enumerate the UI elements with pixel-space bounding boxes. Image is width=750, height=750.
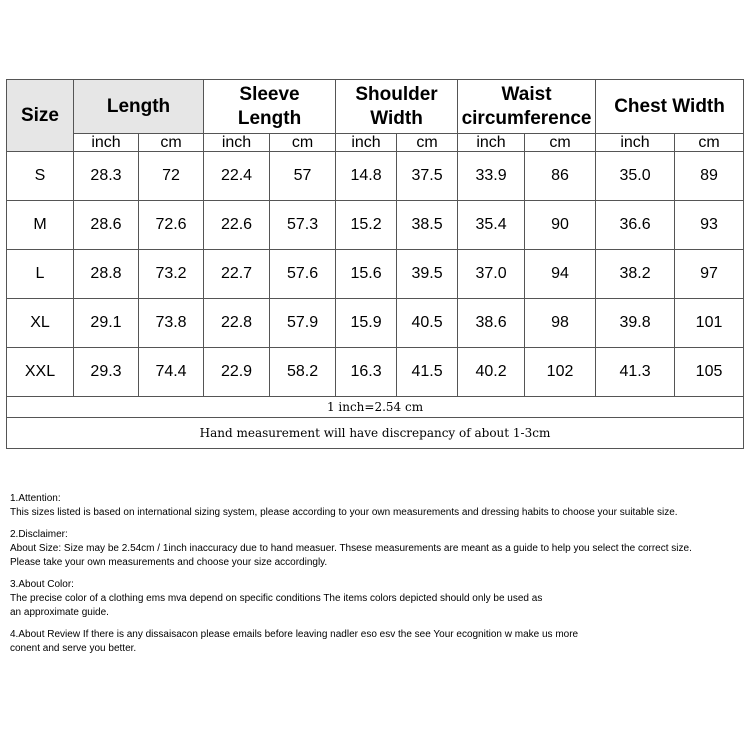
- table-row: [7, 201, 744, 250]
- value-cell: 90: [525, 201, 596, 250]
- value-cell: 35.4: [458, 201, 525, 250]
- value-cell: 15.9: [336, 299, 397, 348]
- value-cell: 22.7: [204, 250, 270, 299]
- size-cell: XL: [7, 299, 74, 348]
- value-cell: 93: [675, 201, 744, 250]
- unit-cell: cm: [525, 134, 596, 152]
- conversion-row: [7, 397, 744, 418]
- color-text: The precise color of a clothing ems mva depend on specific conditions The items colors depicted should only be used as: [10, 593, 543, 604]
- measurement-row: [7, 418, 744, 449]
- unit-cell: inch: [204, 134, 270, 152]
- review-text: conent and serve you better.: [10, 643, 137, 654]
- value-cell: 41.3: [596, 348, 675, 397]
- value-cell: 86: [525, 152, 596, 201]
- sleeve-length-header-line2: Length: [237, 107, 302, 129]
- unit-cell: cm: [270, 134, 336, 152]
- value-cell: 38.2: [596, 250, 675, 299]
- value-cell: 38.5: [397, 201, 458, 250]
- value-cell: 28.6: [74, 201, 139, 250]
- value-cell: 97: [675, 250, 744, 299]
- waist-header-line2: circumference: [461, 107, 592, 129]
- size-cell: S: [7, 152, 74, 201]
- value-cell: 74.4: [139, 348, 204, 397]
- shoulder-width-header-line2: Width: [370, 107, 423, 129]
- value-cell: 38.6: [458, 299, 525, 348]
- unit-cell: cm: [139, 134, 204, 152]
- chest-width-header: Chest Width: [596, 80, 744, 134]
- value-cell: 102: [525, 348, 596, 397]
- value-cell: 22.6: [204, 201, 270, 250]
- disclaimer-text: About Size: Size may be 2.54cm / 1inch inaccuracy due to hand measuer. Thsese measurements are meant as a guide to help you select the correct size.: [10, 543, 692, 554]
- value-cell: 15.6: [336, 250, 397, 299]
- value-cell: 94: [525, 250, 596, 299]
- value-cell: 22.4: [204, 152, 270, 201]
- header-row: [7, 80, 744, 134]
- value-cell: 15.2: [336, 201, 397, 250]
- value-cell: 72: [139, 152, 204, 201]
- conversion-note: 1 inch=2.54 cm: [7, 397, 744, 418]
- value-cell: 72.6: [139, 201, 204, 250]
- size-cell: M: [7, 201, 74, 250]
- size-header: Size: [7, 80, 74, 152]
- value-cell: 36.6: [596, 201, 675, 250]
- unit-cell: cm: [675, 134, 744, 152]
- unit-cell: inch: [336, 134, 397, 152]
- size-cell: XXL: [7, 348, 74, 397]
- unit-cell: inch: [458, 134, 525, 152]
- unit-cell: inch: [74, 134, 139, 152]
- length-header: Length: [74, 80, 204, 134]
- disclaimer-title: 2.Disclaimer:: [10, 529, 68, 540]
- attention-text: This sizes listed is based on international sizing system, please according to your own measurements and dressing habits to choose your suitable size.: [10, 507, 678, 518]
- value-cell: 35.0: [596, 152, 675, 201]
- value-cell: 28.3: [74, 152, 139, 201]
- value-cell: 57.3: [270, 201, 336, 250]
- value-cell: 14.8: [336, 152, 397, 201]
- value-cell: 28.8: [74, 250, 139, 299]
- value-cell: 98: [525, 299, 596, 348]
- value-cell: 22.9: [204, 348, 270, 397]
- shoulder-width-header-line1: Shoulder: [355, 83, 438, 105]
- value-cell: 40.5: [397, 299, 458, 348]
- value-cell: 37.0: [458, 250, 525, 299]
- value-cell: 58.2: [270, 348, 336, 397]
- review-text: 4.About Review If there is any dissaisacon please emails before leaving nadler eso esv the see Your ecognition w make us more: [10, 629, 579, 640]
- value-cell: 40.2: [458, 348, 525, 397]
- disclaimer-text: Please take your own measurements and choose your size accordingly.: [10, 557, 328, 568]
- value-cell: 101: [675, 299, 744, 348]
- value-cell: 89: [675, 152, 744, 201]
- measurement-note: Hand measurement will have discrepancy of about 1-3cm: [7, 418, 744, 449]
- value-cell: 39.8: [596, 299, 675, 348]
- value-cell: 39.5: [397, 250, 458, 299]
- shoulder-width-header: [336, 80, 458, 134]
- sleeve-length-header-line1: Sleeve: [239, 83, 300, 105]
- value-cell: 57: [270, 152, 336, 201]
- value-cell: 57.6: [270, 250, 336, 299]
- attention-title: 1.Attention:: [10, 493, 61, 504]
- color-title: 3.About Color:: [10, 579, 74, 590]
- value-cell: 41.5: [397, 348, 458, 397]
- size-chart-table: [6, 79, 744, 449]
- notes-section: [10, 492, 746, 656]
- value-cell: 105: [675, 348, 744, 397]
- value-cell: 73.2: [139, 250, 204, 299]
- value-cell: 73.8: [139, 299, 204, 348]
- sleeve-length-header: [204, 80, 336, 134]
- color-text: an approximate guide.: [10, 607, 109, 618]
- size-cell: L: [7, 250, 74, 299]
- unit-row: [7, 134, 744, 152]
- table-row: [7, 348, 744, 397]
- table-row: [7, 250, 744, 299]
- value-cell: 29.3: [74, 348, 139, 397]
- value-cell: 29.1: [74, 299, 139, 348]
- unit-cell: inch: [596, 134, 675, 152]
- value-cell: 37.5: [397, 152, 458, 201]
- waist-header: [458, 80, 596, 134]
- value-cell: 16.3: [336, 348, 397, 397]
- waist-header-line1: Waist: [501, 83, 552, 105]
- unit-cell: cm: [397, 134, 458, 152]
- value-cell: 22.8: [204, 299, 270, 348]
- table-row: [7, 299, 744, 348]
- table-row: [7, 152, 744, 201]
- value-cell: 33.9: [458, 152, 525, 201]
- value-cell: 57.9: [270, 299, 336, 348]
